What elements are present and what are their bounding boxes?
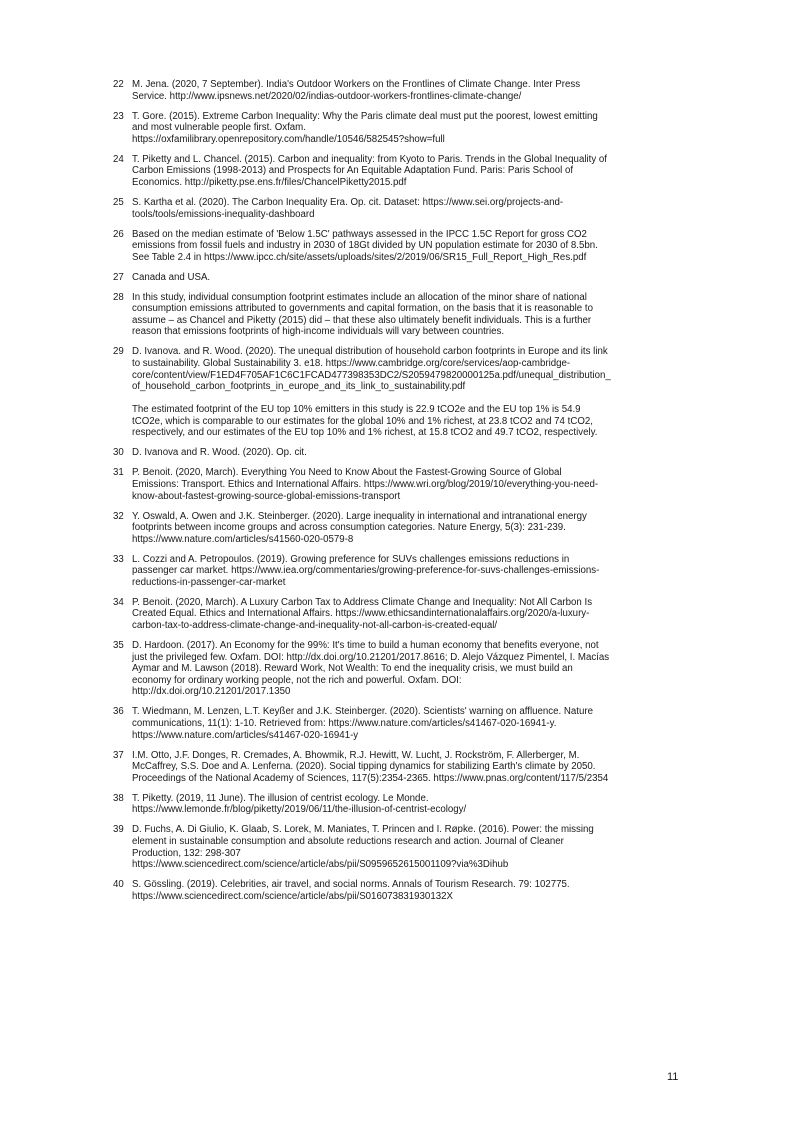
endnote-paragraph: In this study, individual consumption footprint estimates include an allocation of the minor share of national consumption emissions attributed to governments and capital formation, on the basis that it is reasonable to assume – as Chancel and Piketty (2015) did – that these also ultimately benefit individuals. This is a further reason that emissions footprints of high-income individuals will vary between countries. [132,291,593,338]
endnote-paragraph: D. Ivanova. and R. Wood. (2020). The unequal distribution of household carbon footprints in Europe and its link to sustainability. Global Sustainability 3. e18. https://www.cambridge.org/core/services/aop-cambridge- core/content/view/F1ED4F705AF1C6C1FCAD477398353DC2/S2059479820000125a.pdf/unequal_distribution_ of_household_carbon_footprints_in_europe_and_its_link_to_sustainability.pdf [132,346,611,393]
endnote-text [132,346,668,439]
endnote-text [132,511,668,546]
endnote-number: 32 [113,510,124,522]
endnote-paragraph: P. Benoit. (2020, March). Everything You Need to Know About the Fastest-Growing Source of Global Emissions: Transport. Ethics and International Affairs. https://www.wri.org/blog/2019/10/everything-you-need- know-about-fastest-growing-source-global-emissions-transport [132,467,599,502]
endnote-number: 37 [113,749,124,761]
endnote-item [113,554,668,589]
endnote-item [113,824,668,870]
endnotes-list [113,79,668,911]
endnote-paragraph: T. Gore. (2015). Extreme Carbon Inequality: Why the Paris climate deal must put the poorest, lowest emitting and most vulnerable people first. Oxfam. https://oxfamilibrary.openrepository.com/handle/10546/582545?show=full [132,110,598,145]
endnote-number: 33 [113,553,124,565]
endnote-number: 35 [113,640,124,652]
endnote-item [113,879,668,902]
endnote-paragraph: Y. Oswald, A. Owen and J.K. Steinberger. (2020). Large inequality in international and intranational energy footprints between income groups and across consumption categories. Nature Energy, 5(3): 231-239. https://www.nature.com/articles/s41560-020-0579-8 [132,510,587,545]
endnote-text [132,793,668,816]
endnote-paragraph: S. Kartha et al. (2020). The Carbon Inequality Era. Op. cit. Dataset: https://www.sei.org/projects-and- tools/tools/emissions-inequality-dashboard [132,196,564,220]
endnote-text [132,229,668,264]
endnote-number: 38 [113,792,124,804]
endnote-item [113,640,668,698]
endnote-number: 29 [113,346,124,358]
endnote-text [132,79,668,102]
endnote-paragraph: D. Fuchs, A. Di Giulio, K. Glaab, S. Lorek, M. Maniates, T. Princen and I. Røpke. (2016). Power: the missing element in sustainable consumption and absolute reductions research and action. Journal of Cleaner Production, 132: 298-307 https://www.sciencedirect.com/science/article/abs/pii/S0959652615001109?via%3Dihub [132,824,594,871]
endnote-item [113,111,668,146]
endnote-item [113,292,668,338]
endnote-item [113,447,668,459]
endnote-item [113,793,668,816]
endnote-paragraph: P. Benoit. (2020, March). A Luxury Carbon Tax to Address Climate Change and Inequality: Not All Carbon Is Created Equal. Ethics and International Affairs. https://www.ethicsandinternationalaffairs.org/2020/a-luxury- carbon-tax-to-address-climate-change-and-inequality-not-all-carbon-is-created-equal/ [132,596,593,632]
endnote-text [132,197,668,220]
endnote-item [113,346,668,439]
endnote-text [132,111,668,146]
endnote-number: 24 [113,153,124,165]
endnote-text [132,750,668,785]
endnote-paragraph: L. Cozzi and A. Petropoulos. (2019). Growing preference for SUVs challenges emissions reductions in passenger car market. https://www.iea.org/commentaries/growing-preference-for-suvs-challenges-emissions- reductions-in-passenger-car-market [132,553,600,588]
endnote-paragraph: Canada and USA. [132,271,211,283]
endnote-paragraph: I.M. Otto, J.F. Donges, R. Cremades, A. Bhowmik, R.J. Hewitt, W. Lucht, J. Rockström, F. Allerberger, M. McCaffrey, S.S. Doe and A. Lenferna. (2020). Social tipping dynamics for stabilizing Earth's climate by 2050. Proceedings of the National Academy of Sciences, 117(5):2354-2365. https://www.pnas.org/content/117/5/2354 [132,749,609,784]
endnote-number: 31 [113,467,124,479]
endnote-item [113,229,668,264]
endnote-paragraph: Based on the median estimate of 'Below 1.5C' pathways assessed in the IPCC 1.5C Report for gross CO2 emissions from fossil fuels and industry in 2030 of 18Gt divided by UN population estimate for 2030 of 8.5bn. See Table 2.4 in https://www.ipcc.ch/site/assets/uploads/sites/2/2019/06/SR15_Full_Report_High_Res.pdf [132,228,598,263]
endnote-item [113,511,668,546]
endnote-item [113,272,668,284]
endnote-text [132,824,668,870]
endnote-number: 40 [113,879,124,891]
endnote-paragraph: T. Piketty and L. Chancel. (2015). Carbon and inequality: from Kyoto to Paris. Trends in the Global Inequality of Carbon Emissions (1998-2013) and Prospects for An Equitable Adaptation Fund. Paris: Paris School of Economics. http://piketty.pse.ens.fr/files/ChancelPiketty2015.pdf [132,153,607,188]
endnote-item [113,467,668,502]
endnote-text [132,154,668,189]
endnote-number: 27 [113,271,124,283]
endnote-text [132,597,668,632]
endnote-text [132,554,668,589]
endnote-paragraph: S. Gössling. (2019). Celebrities, air travel, and social norms. Annals of Tourism Research. 79: 102775. https://www.sciencedirect.com/science/article/abs/pii/S016073831930132X [132,879,570,902]
endnote-paragraph: T. Wiedmann, M. Lenzen, L.T. Keyßer and J.K. Steinberger. (2020). Scientists' warning on affluence. Nature communications, 11(1): 1-10. Retrieved from: https://www.nature.com/articles/s41467-020-16941-y. https://www.nature.com/articles/s41467-020-16941-y [132,706,593,741]
endnote-number: 23 [113,110,124,122]
endnote-item [113,706,668,741]
endnote-item [113,154,668,189]
endnote-paragraph: D. Hardoon. (2017). An Economy for the 99%: It's time to build a human economy that benefits everyone, not just the privileged few. Oxfam. DOI: http://dx.doi.org/10.21201/2017.8616; D. Alejo Vázquez Pimentel, I. Macías Aymar and M. Lawson (2018). Reward Work, Not Wealth: To end the inequality crisis, we must build an economy for ordinary working people, not the rich and powerful. Oxfam. DOI: http://dx.doi.org/10.21201/2017.1350 [132,640,610,698]
endnote-item [113,197,668,220]
endnote-number: 26 [113,228,124,240]
endnote-text [132,272,668,284]
endnote-number: 25 [113,196,124,208]
endnote-number: 39 [113,824,124,836]
endnote-text [132,879,668,902]
endnote-item [113,597,668,632]
endnote-text [132,447,668,459]
endnote-item [113,79,668,102]
endnote-number: 22 [113,79,124,90]
endnote-text [132,467,668,502]
endnote-paragraph: T. Piketty. (2019, 11 June). The illusion of centrist ecology. Le Monde. https://www.lemonde.fr/blog/piketty/2019/06/11/the-illusion-of-centrist-ecology/ [132,792,467,816]
endnote-number: 28 [113,291,124,303]
endnote-paragraph: D. Ivanova and R. Wood. (2020). Op. cit. [132,447,307,459]
endnote-text [132,640,668,698]
endnote-paragraph: M. Jena. (2020, 7 September). India's Outdoor Workers on the Frontlines of Climate Change. Inter Press Service. http://www.ipsnews.net/2020/02/indias-outdoor-workers-frontlines-climate-change/ [132,79,581,102]
endnote-text [132,706,668,741]
endnote-number: 30 [113,447,124,459]
endnote-text [132,292,668,338]
endnote-paragraph: The estimated footprint of the EU top 10% emitters in this study is 22.9 tCO2e and the EU top 1% is 54.9 tCO2e, which is comparable to our estimates for the global 10% and 1% richest, at 23.8 tCO2 and 74 tCO2, respectively, and our estimates of the EU top 10% and 1% richest, at 15.8 tCO2 and 49.7 tCO2, respectively. [132,404,598,439]
endnote-number: 36 [113,706,124,718]
endnote-item [113,750,668,785]
page-number: 11 [667,1071,679,1083]
endnote-number: 34 [113,596,124,608]
